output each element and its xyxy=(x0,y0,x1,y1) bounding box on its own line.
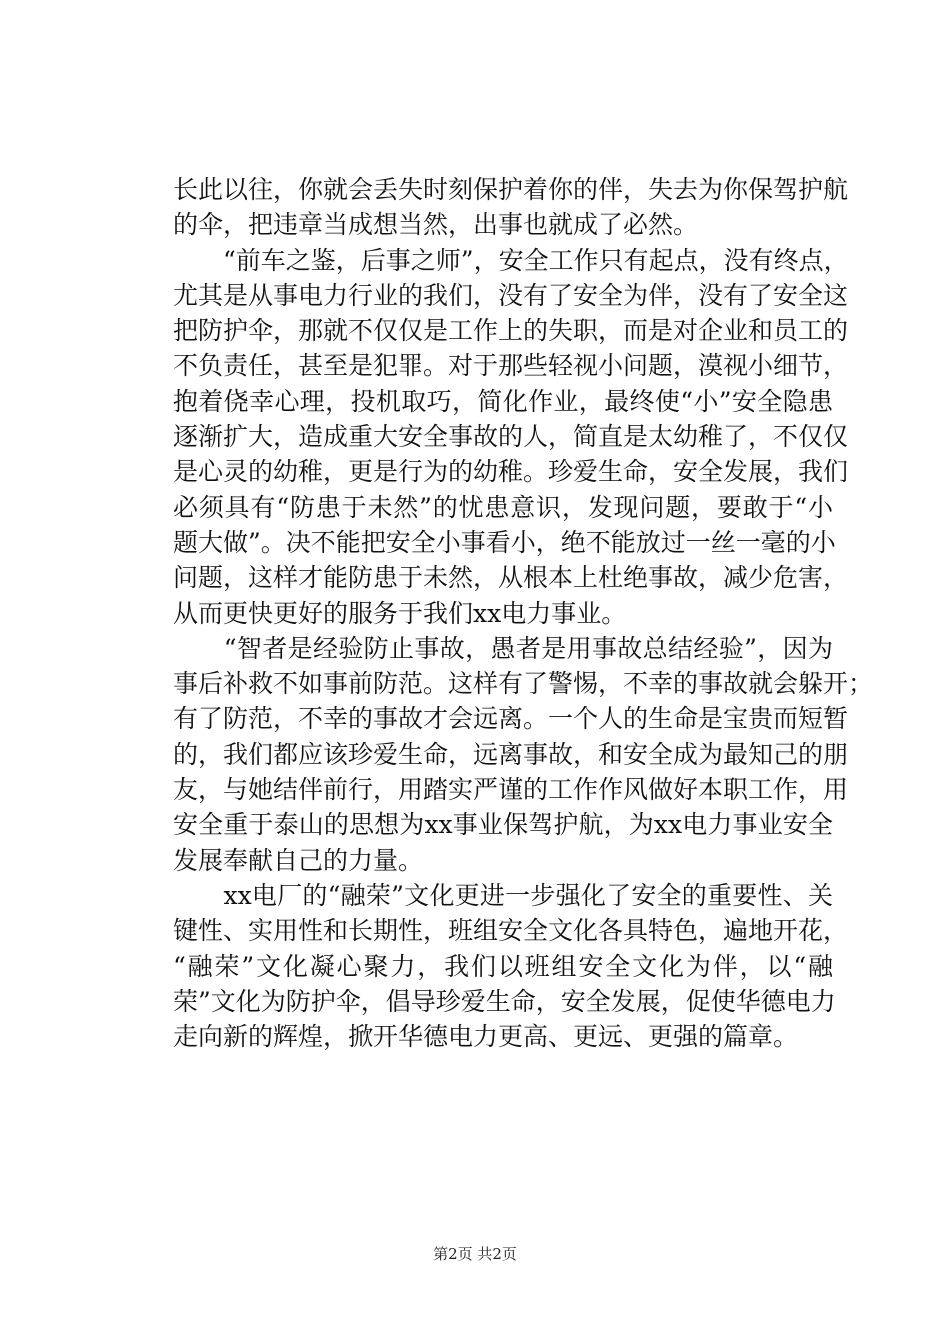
text-line: 是心灵的幼稚，更是行为的幼稚。珍爱生命，安全发展，我们 xyxy=(173,457,849,487)
text-line: “前车之鉴，后事之师”，安全工作只有起点，没有终点， xyxy=(173,245,849,275)
text-line: 友，与她结伴前行，用踏实严谨的工作作风做好本职工作，用 xyxy=(173,775,849,805)
text-line: 必须具有“防患于未然”的忧患意识，发现问题，要敢于“小 xyxy=(173,492,833,522)
text-line: 问题，这样才能防患于未然，从根本上杜绝事故，减少危害， xyxy=(173,563,849,593)
text-line: 事后补救不如事前防范。这样有了警惕，不幸的事故就会躲开； xyxy=(173,669,874,699)
text-line: 题大做”。决不能把安全小事看小，绝不能放过一丝一毫的小 xyxy=(173,527,836,557)
text-line: 有了防范，不幸的事故才会远离。一个人的生命是宝贵而短暂 xyxy=(173,704,849,734)
page-footer: 第2页 共2页 xyxy=(433,1245,517,1263)
text-line: 逐渐扩大，造成重大安全事故的人，简直是太幼稚了，不仅仅 xyxy=(173,422,849,452)
text-line: 键性、实用性和长期性，班组安全文化各具特色，遍地开花， xyxy=(173,916,849,946)
text-line: 发展奉献自己的力量。 xyxy=(173,845,424,875)
text-line: 的，我们都应该珍爱生命，远离事故，和安全成为最知己的朋 xyxy=(173,739,849,769)
text-line: “智者是经验防止事故，愚者是用事故总结经验”，因为 xyxy=(173,633,833,663)
text-line: 抱着侥幸心理，投机取巧，简化作业，最终使“小”安全隐患 xyxy=(173,386,833,416)
text-line: 不负责任，甚至是犯罪。对于那些轻视小问题，漠视小细节， xyxy=(173,351,849,381)
text-line: 长此以往，你就会丢失时刻保护着你的伴，失去为你保驾护航 xyxy=(173,175,849,204)
text-line: 的伞，把违章当成想当然，出事也就成了必然。 xyxy=(173,210,699,240)
text-line: 荣”文化为防护伞，倡导珍爱生命，安全发展，促使华德电力 xyxy=(173,986,836,1016)
text-line: “融荣”文化凝心聚力，我们以班组安全文化为伴，以“融 xyxy=(173,951,833,981)
text-line: 把防护伞，那就不仅仅是工作上的失职，而是对企业和员工的 xyxy=(173,316,849,346)
text-line: 走向新的辉煌，掀开华德电力更高、更远、更强的篇章。 xyxy=(173,1022,799,1052)
text-line: 从而更快更好的服务于我们xx电力事业。 xyxy=(173,598,627,628)
text-line: xx电厂的“融荣”文化更进一步强化了安全的重要性、关 xyxy=(173,880,833,910)
text-line: 安全重于泰山的思想为xx事业保驾护航，为xx电力事业安全 xyxy=(173,810,833,840)
body-text xyxy=(173,172,874,1054)
text-line: 尤其是从事电力行业的我们，没有了安全为伴，没有了安全这 xyxy=(173,280,849,310)
